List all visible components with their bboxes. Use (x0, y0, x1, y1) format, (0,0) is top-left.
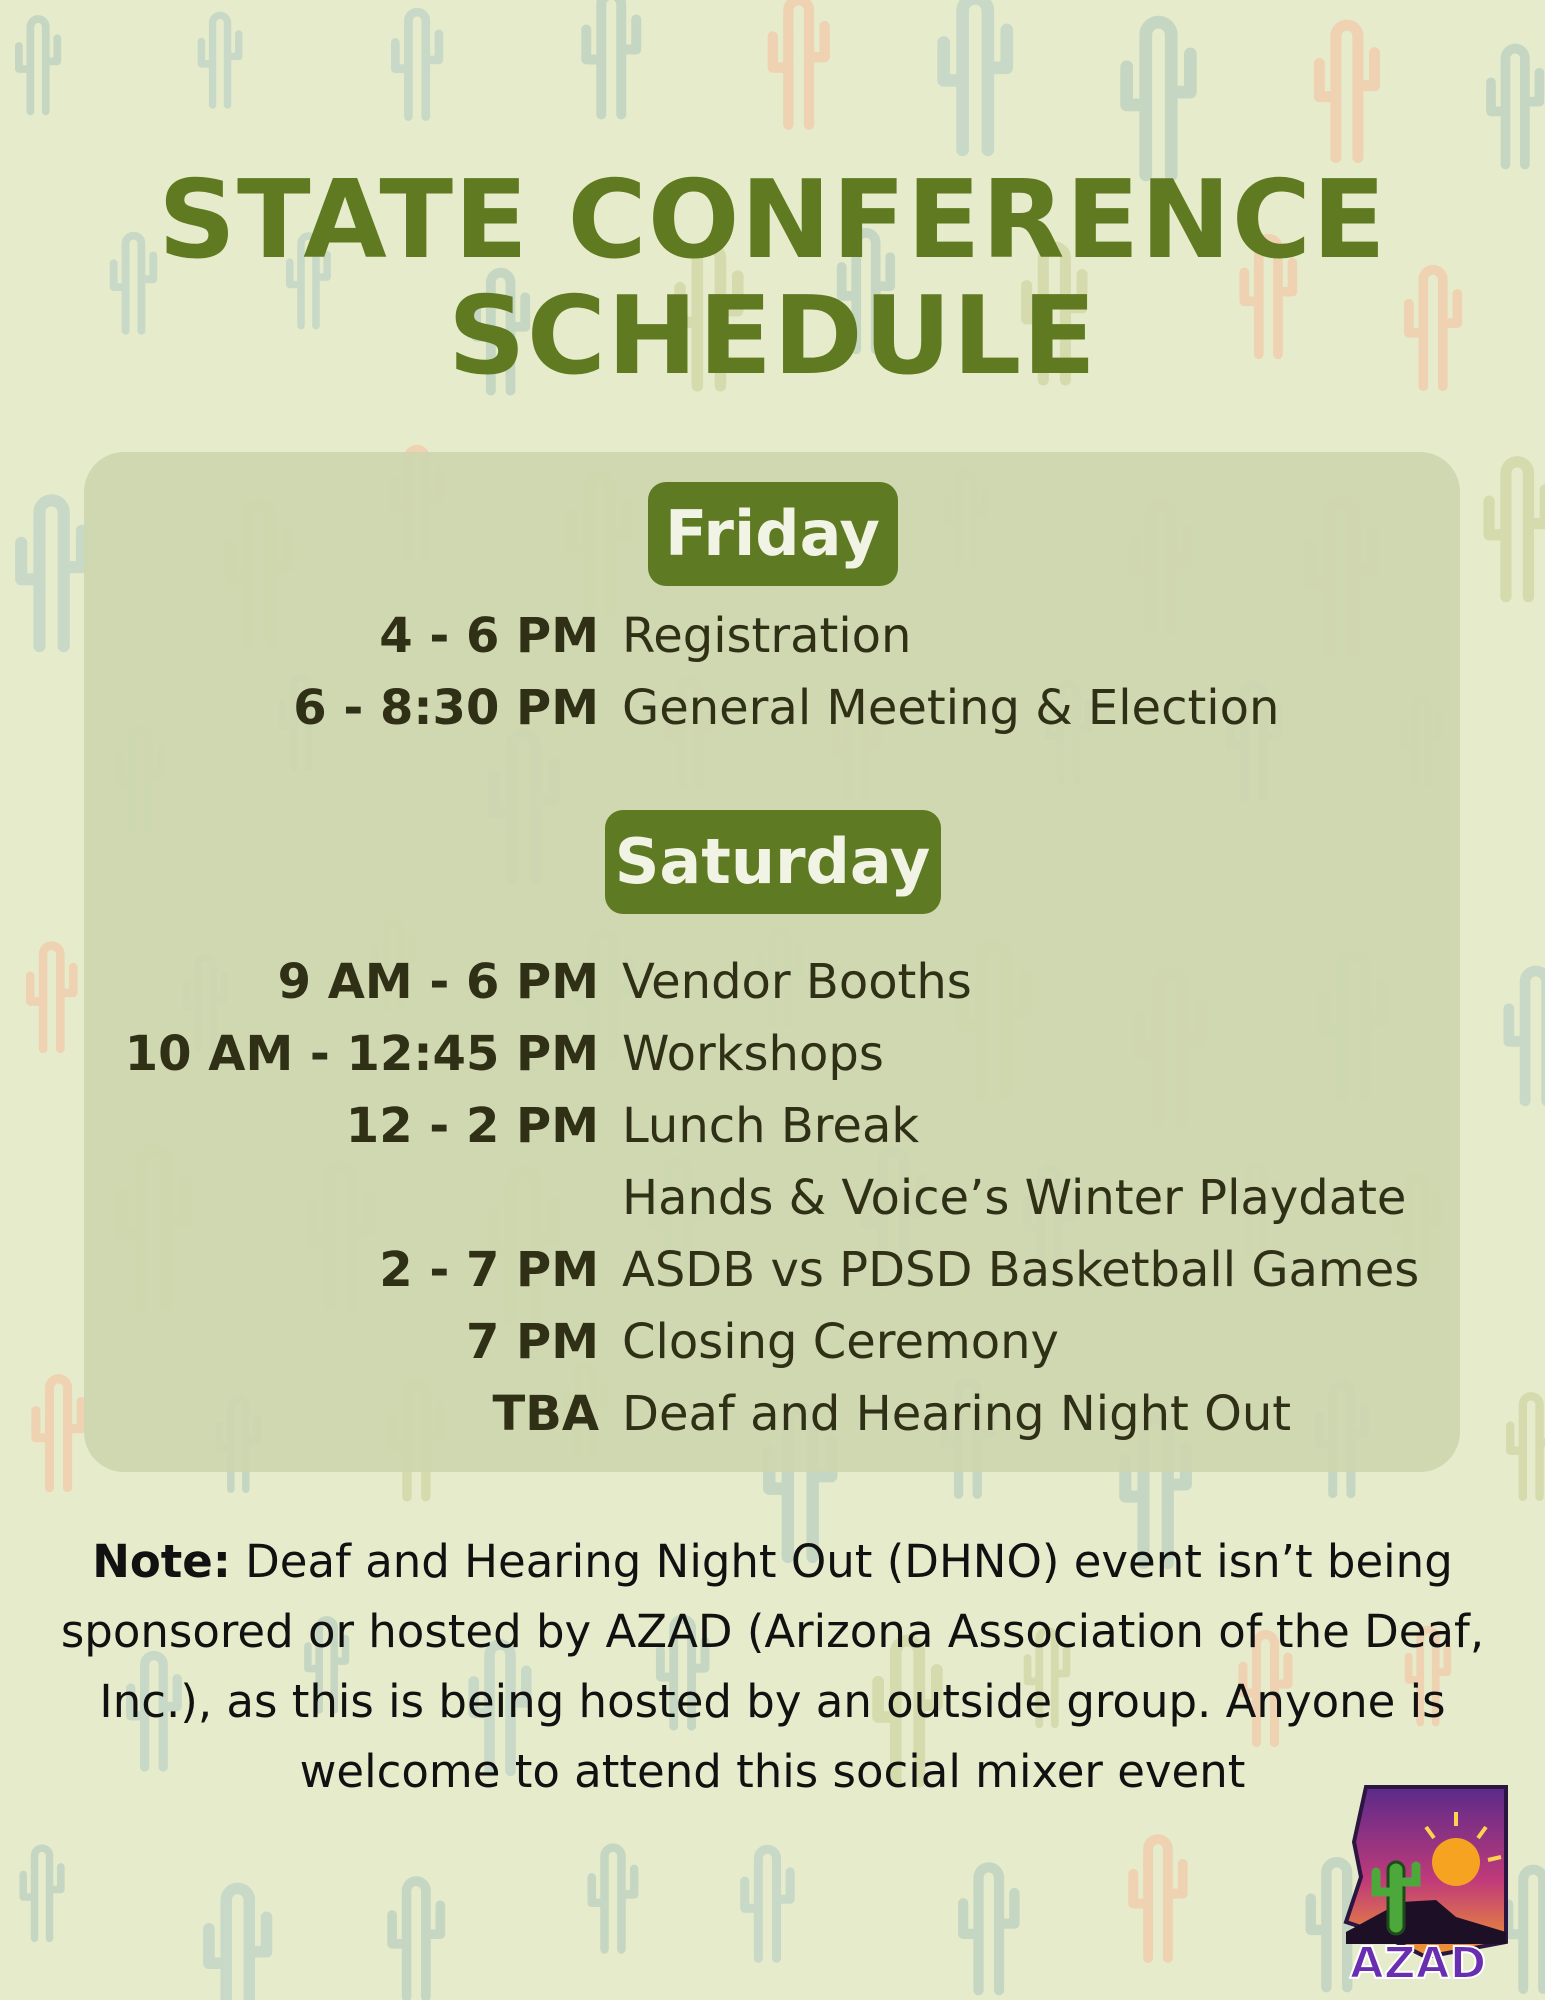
event-time: 2 - 7 PM (379, 1242, 599, 1298)
cactus-icon (1319, 25, 1374, 157)
event-name: General Meeting & Election (622, 680, 1280, 736)
event-name: Lunch Break (622, 1098, 920, 1154)
schedule-row (0, 1306, 1545, 1378)
note-text: Deaf and Hearing Night Out (DHNO) event isn’t being sponsored or hosted by AZAD (Arizona Association of the Deaf, Inc.), as this is being hosted by an outside group. Anyone is welcome to attend this social mixer event (60, 1535, 1485, 1798)
cactus-icon (1489, 462, 1545, 597)
cactus-icon (592, 1848, 634, 1950)
schedule-row (0, 672, 1545, 744)
event-time: 6 - 8:30 PM (293, 680, 599, 736)
cactus-icon (19, 19, 57, 111)
event-name: Hands & Voice’s Winter Playdate (622, 1170, 1407, 1226)
event-name: Deaf and Hearing Night Out (622, 1386, 1292, 1442)
event-time: 9 AM - 6 PM (277, 954, 599, 1010)
cactus-icon (1127, 22, 1191, 175)
azad-logo-text: AZAD (1349, 1938, 1487, 1982)
azad-logo (1306, 1782, 1526, 1982)
cactus-icon (1491, 48, 1539, 164)
schedule-row (0, 1018, 1545, 1090)
note-paragraph (60, 1527, 1485, 1807)
cactus-icon (745, 1849, 790, 1958)
cactus-icon (201, 15, 238, 105)
schedule-row (0, 1234, 1545, 1306)
cactus-icon (963, 1867, 1014, 1990)
cactus-icon (944, 0, 1007, 150)
page-title-line-2: SCHEDULE (447, 274, 1098, 399)
schedule-row (0, 1162, 1545, 1234)
event-time: TBA (492, 1386, 599, 1442)
page-title-line-1: STATE CONFERENCE (158, 158, 1387, 283)
event-name: Registration (622, 608, 912, 664)
cactus-icon (392, 1881, 440, 1997)
day-badge-saturday: Saturday (605, 810, 941, 914)
day-badge-friday: Friday (648, 482, 898, 586)
event-time: 4 - 6 PM (379, 608, 599, 664)
cactus-icon (1133, 1839, 1182, 1958)
cactus-icon (773, 0, 825, 124)
cactus-icon (23, 1848, 61, 1938)
event-name: Closing Ceremony (622, 1314, 1059, 1370)
event-time: 7 PM (465, 1314, 599, 1370)
event-name: ASDB vs PDSD Basketball Games (622, 1242, 1420, 1298)
event-time: 10 AM - 12:45 PM (124, 1026, 599, 1082)
cactus-icon (586, 0, 636, 114)
schedule-row (0, 946, 1545, 1018)
event-name: Vendor Booths (622, 954, 972, 1010)
schedule-row (0, 600, 1545, 672)
event-time: 12 - 2 PM (345, 1098, 599, 1154)
schedule-row (0, 1090, 1545, 1162)
schedule-row (0, 1378, 1545, 1450)
cactus-icon (209, 1888, 267, 2000)
cactus-icon (395, 12, 439, 116)
note-label: Note: (92, 1535, 231, 1588)
event-name: Workshops (622, 1026, 884, 1082)
